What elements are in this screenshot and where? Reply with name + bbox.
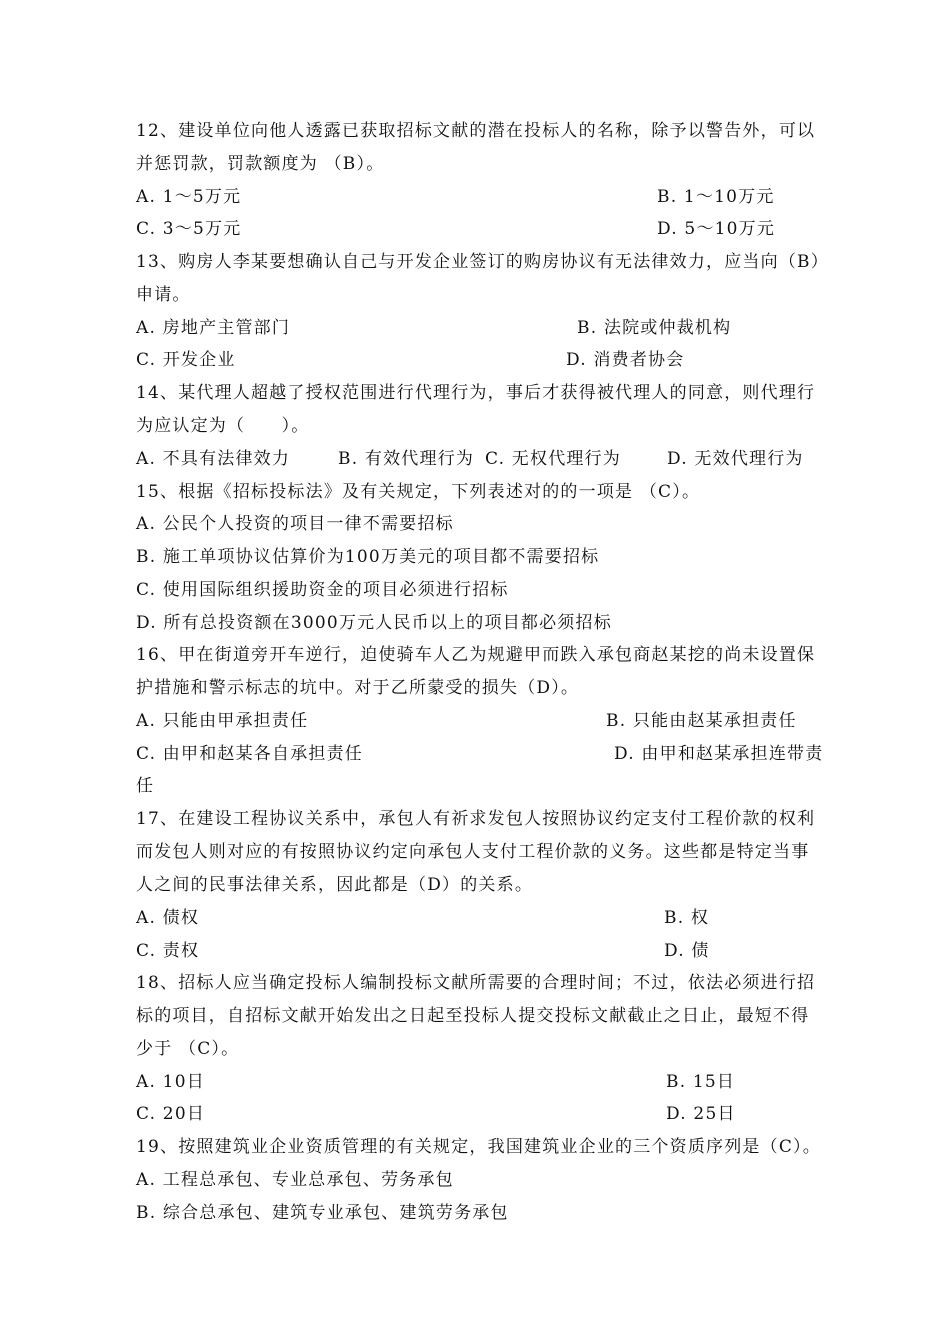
question-13-option-c: C. 开发企业 — [136, 350, 236, 370]
question-17-option-a: A. 债权 — [136, 908, 200, 928]
question-18-stem-line-1: 18、招标人应当确定投标人编制投标文献所需要的合理时间；不过，依法必须进行招 — [136, 973, 816, 993]
question-19-option-b: B. 综合总承包、建筑专业承包、建筑劳务承包 — [136, 1203, 509, 1223]
question-15-option-d: D. 所有总投资额在3000万元人民币以上的项目都必须招标 — [136, 613, 612, 633]
question-18-option-c: C. 20日 — [136, 1104, 206, 1124]
question-13-option-b: B. 法院或仲裁机构 — [577, 318, 732, 338]
question-16-stem-line-2: 护措施和警示标志的坑中。对于乙所蒙受的损失（D）。 — [136, 678, 580, 698]
question-12-option-c: C. 3～5万元 — [136, 219, 242, 239]
question-18-stem-line-3: 少于 （C）。 — [136, 1039, 240, 1059]
question-16-option-c: C. 由甲和赵某各自承担责任 — [136, 744, 364, 764]
question-16-option-b: B. 只能由赵某承担责任 — [606, 711, 797, 731]
question-12-stem-line-1: 12、建设单位向他人透露已获取招标文献的潜在投标人的名称，除予以警告外，可以 — [136, 121, 816, 141]
question-13-option-a: A. 房地产主管部门 — [136, 318, 291, 338]
question-17-option-c: C. 责权 — [136, 941, 200, 961]
question-17-option-d: D. 债 — [664, 941, 710, 961]
question-18-option-a: A. 10日 — [136, 1072, 205, 1092]
question-12-option-a: A. 1～5万元 — [136, 187, 242, 207]
question-16-option-d-wrap: 任 — [136, 776, 155, 796]
question-14-stem-line-1: 14、某代理人超越了授权范围进行代理行为，事后才获得被代理人的同意，则代理行 — [136, 383, 816, 403]
question-12-option-d: D. 5～10万元 — [657, 219, 776, 239]
question-16-option-a: A. 只能由甲承担责任 — [136, 711, 309, 731]
question-16-option-d: D. 由甲和赵某承担连带责 — [614, 744, 824, 764]
question-14-option-a: A. 不具有法律效力 — [136, 449, 291, 469]
question-13-option-d: D. 消费者协会 — [566, 350, 685, 370]
question-19-option-a: A. 工程总承包、专业总承包、劳务承包 — [136, 1170, 454, 1190]
question-15-stem-line-1: 15、根据《招标投标法》及有关规定，下列表述对的的一项是 （C）。 — [136, 482, 701, 502]
question-17-option-b: B. 权 — [664, 908, 710, 928]
question-12-stem-line-2: 并惩罚款，罚款额度为 （B）。 — [136, 154, 385, 174]
question-13-stem-line-1: 13、购房人李某要想确认自己与开发企业签订的购房协议有无法律效力，应当向（B） — [136, 252, 829, 272]
question-16-stem-line-1: 16、甲在街道旁开车逆行，迫使骑车人乙为规避甲而跌入承包商赵某挖的尚未设置保 — [136, 645, 816, 665]
question-17-stem-line-1: 17、在建设工程协议关系中，承包人有祈求发包人按照协议约定支付工程价款的权利 — [136, 809, 816, 829]
question-14-option-d: D. 无效代理行为 — [667, 449, 804, 469]
question-18-option-d: D. 25日 — [666, 1104, 736, 1124]
question-14-stem-line-2: 为应认定为（ ）。 — [136, 416, 310, 436]
question-14-option-b: B. 有效代理行为 — [338, 449, 475, 469]
question-18-option-b: B. 15日 — [666, 1072, 736, 1092]
question-15-option-c: C. 使用国际组织援助资金的项目必须进行招标 — [136, 580, 509, 600]
question-19-stem-line-1: 19、按照建筑业企业资质管理的有关规定，我国建筑业企业的三个资质序列是（C）。 — [136, 1137, 821, 1157]
question-13-stem-line-2: 申请。 — [136, 285, 191, 305]
question-18-stem-line-2: 标的项目，自招标文献开始发出之日起至投标人提交投标文献截止之日止，最短不得 — [136, 1006, 810, 1026]
question-17-stem-line-2: 而发包人则对应的有按照协议约定向承包人支付工程价款的义务。这些都是特定当事 — [136, 842, 810, 862]
question-15-option-b: B. 施工单项协议估算价为100万美元的项目都不需要招标 — [136, 547, 600, 567]
question-15-option-a: A. 公民个人投资的项目一律不需要招标 — [136, 514, 454, 534]
question-17-stem-line-3: 人之间的民事法律关系，因此都是（D）的关系。 — [136, 875, 534, 895]
question-12-option-b: B. 1～10万元 — [657, 187, 775, 207]
question-14-option-c: C. 无权代理行为 — [485, 449, 622, 469]
